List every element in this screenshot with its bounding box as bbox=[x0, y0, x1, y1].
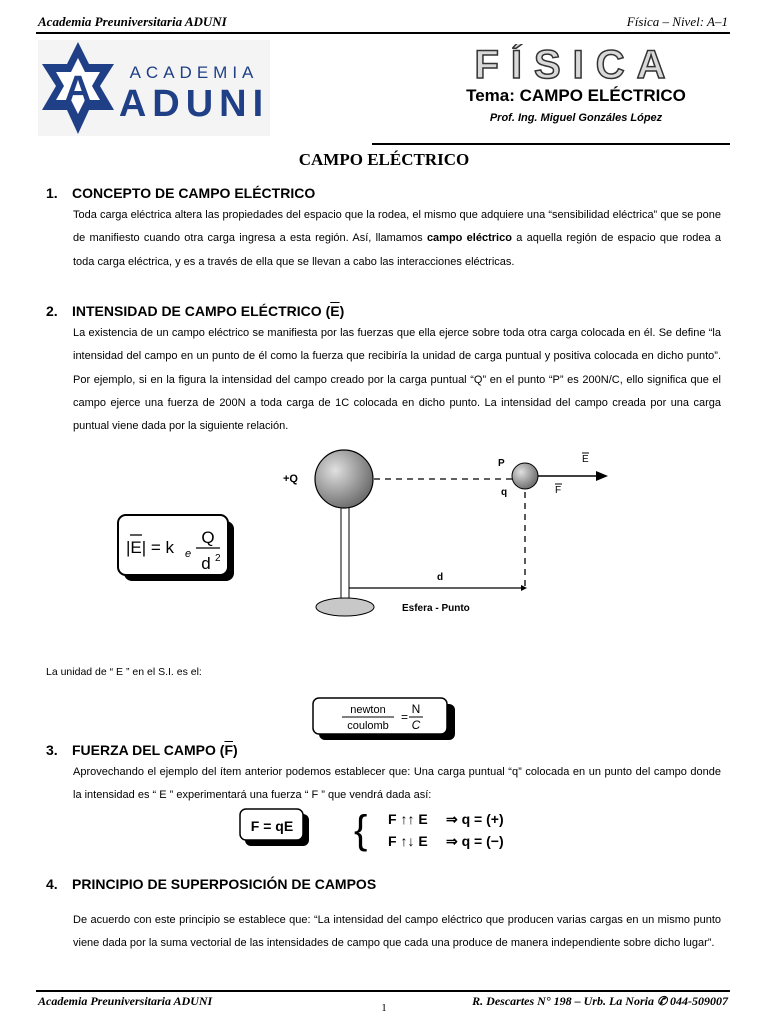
case-2-lhs: F ↑↓ E bbox=[388, 833, 428, 849]
sphere-point-figure bbox=[278, 448, 608, 620]
subject-text: FÍSICA bbox=[474, 44, 678, 84]
e-vector-label: E bbox=[582, 454, 589, 465]
formula-lhs: |E| = k bbox=[126, 538, 175, 557]
section-1-heading bbox=[46, 185, 315, 201]
banner-rule bbox=[372, 143, 730, 145]
document-title: CAMPO ELÉCTRICO bbox=[298, 150, 470, 169]
footer-rule bbox=[36, 990, 730, 992]
page-number: 1 bbox=[381, 1002, 387, 1014]
unit-den-2: C bbox=[411, 718, 421, 732]
figure-caption: Esfera - Punto bbox=[402, 603, 470, 614]
unit-den-1: coulomb bbox=[347, 720, 389, 732]
unit-num-2: N bbox=[411, 702, 421, 716]
case-1-lhs: F ↑↑ E bbox=[388, 811, 428, 827]
formula-den: d bbox=[201, 554, 211, 573]
section-2-paragraph: La existencia de un campo eléctrico se manifiesta por las fuerzas que ella ejerce sobre toda otra carga colocada en él. Se define “la intensidad del campo en un punto de él como la fuerza que recibiría la unidad de carga puntual y positiva colocada en dicho punto”. Por ejemplo, si en la figura la intensidad del campo creado por la carga puntual “Q” en el punto “P” es 200N/C, ello significa que el campo ejerce una fuerza de 200N a toda carga de 1C colocada en dicho punto. La intensidad del campo creada por una carga puntual viene dada por la siguiente relación. bbox=[73, 327, 721, 433]
section-4-paragraph: De acuerdo con este principio se establece que: “La intensidad del campo eléctrico que producen varias cargas en un mismo punto viene dada por la suma vectorial de las intensidades de campo que cada una produce de manera independiente sobre dicho lugar”. bbox=[73, 914, 721, 950]
section-number: 1. bbox=[46, 185, 58, 201]
section-title: INTENSIDAD DE CAMPO ELÉCTRICO ( bbox=[72, 303, 331, 319]
footer-left: Academia Preuniversitaria ADUNI bbox=[38, 994, 213, 1008]
header-left: Academia Preuniversitaria ADUNI bbox=[38, 14, 227, 29]
section-number: 3. bbox=[46, 742, 58, 758]
section-4-heading bbox=[46, 876, 376, 892]
test-charge-label: q bbox=[501, 487, 508, 498]
charge-sign-cases bbox=[354, 803, 524, 853]
unit-num-1: newton bbox=[350, 704, 386, 716]
vector-symbol: $\overline{E}$ bbox=[330, 303, 340, 319]
section-title: FUERZA DEL CAMPO ( bbox=[72, 742, 225, 758]
logo-academia: ACADEMIA bbox=[129, 63, 259, 82]
bold-term: campo eléctrico bbox=[426, 232, 512, 245]
section-number: 4. bbox=[46, 876, 58, 892]
formula-num: Q bbox=[201, 528, 215, 547]
case-2-rhs: ⇒ q = (−) bbox=[446, 833, 504, 849]
section-1-paragraph: Toda carga eléctrica altera las propiedades del espacio que la rodea, el mismo que adquiere una “sensibilidad eléctrica” que se pone de manifiesto cuando otra carga ingresa a esta región. Así, llamamos campo eléctrico a aquella región de espacio que rodea a toda carga eléctrica, y es a través de ella que se llevan a cabo las interacciones eléctricas. bbox=[73, 209, 722, 268]
distance-label: d bbox=[437, 572, 444, 583]
subject-banner bbox=[428, 44, 724, 84]
vector-symbol: $\overline{F}$ bbox=[224, 742, 234, 758]
logo-aduni: ADUNI bbox=[118, 83, 270, 125]
stand-base bbox=[316, 598, 374, 616]
logo-letter: A bbox=[64, 69, 92, 111]
force-formula-box bbox=[239, 808, 311, 848]
formula-exp: 2 bbox=[215, 553, 221, 564]
f-vector-label: F bbox=[555, 485, 562, 496]
section-2-heading: 2. INTENSIDAD DE CAMPO ELÉCTRICO $(\overline{E})$ bbox=[46, 303, 345, 319]
section-number: 2. bbox=[46, 303, 58, 319]
formula-sub: e bbox=[185, 548, 192, 560]
unit-sentence: La unidad de “ E ” en el S.I. es el: bbox=[46, 666, 202, 678]
point-label: P bbox=[498, 458, 505, 469]
section-3-paragraph: Aprovechando el ejemplo del ítem anterior podemos establecer que: Una carga puntual “q” colocada en un punto del campo donde la intensidad es “ E ” experimentará una fuerza “ F ” que vendrá dada así: bbox=[73, 766, 721, 802]
charged-sphere bbox=[315, 450, 373, 508]
unit-box bbox=[312, 697, 458, 743]
aduni-logo bbox=[38, 40, 270, 136]
footer-right: R. Descartes N° 198 – Urb. La Noria ✆ 044-509007 bbox=[472, 994, 728, 1008]
header-right: Física – Nivel: A–1 bbox=[626, 14, 728, 29]
case-1-rhs: ⇒ q = (+) bbox=[446, 811, 504, 827]
professor-name: Prof. Ing. Miguel Gonzáles López bbox=[489, 112, 663, 124]
section-title: CONCEPTO DE CAMPO ELÉCTRICO bbox=[72, 185, 316, 201]
header-rule bbox=[36, 32, 730, 34]
section-title: PRINCIPIO DE SUPERPOSICIÓN DE CAMPOS bbox=[72, 876, 377, 892]
test-charge bbox=[512, 463, 538, 489]
field-formula-box bbox=[116, 513, 238, 585]
charge-label: +Q bbox=[283, 473, 298, 485]
force-formula: F = qE bbox=[250, 818, 294, 834]
section-3-heading: 3. FUERZA DEL CAMPO $(\overline{F})$ bbox=[46, 742, 238, 758]
topic-title: Tema: CAMPO ELÉCTRICO bbox=[466, 86, 686, 105]
unit-equals: = bbox=[401, 710, 409, 724]
brace-icon: { bbox=[354, 808, 368, 852]
